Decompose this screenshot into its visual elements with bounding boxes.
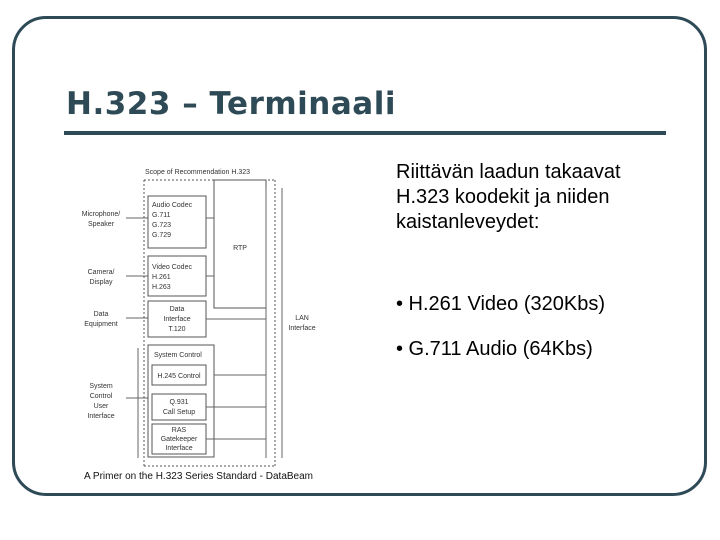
audio-codec-title: Audio Codec [152, 202, 193, 209]
lan-label: Interface [288, 325, 316, 332]
h323-terminal-diagram [70, 158, 330, 470]
video-codec-item: H.263 [152, 284, 171, 291]
lan-label: LAN [295, 315, 309, 322]
q931-box [152, 394, 206, 420]
ras-label: Interface [165, 445, 193, 452]
device-label: Interface [87, 413, 115, 420]
video-codec-item: H.261 [152, 274, 171, 281]
data-interface-label: T.120 [168, 326, 186, 333]
bullet-h261: • H.261 Video (320Kbs) [396, 293, 605, 315]
scope-label: Scope of Recommendation H.323 [145, 169, 251, 176]
data-interface-label: Data [169, 306, 185, 313]
device-label: Display [89, 279, 113, 286]
slide-title: H.323 – Terminaali [66, 86, 396, 122]
video-codec-title: Video Codec [152, 264, 192, 271]
device-labels [82, 211, 121, 420]
bullet-g711: • G.711 Audio (64Kbs) [396, 338, 593, 360]
q931-label: Call Setup [162, 409, 196, 416]
device-label: Equipment [84, 321, 118, 328]
device-label: Control [89, 393, 113, 400]
h245-label: H.245 Control [157, 373, 201, 380]
intro-text: Riittävän laadun takaavat H.323 koodekit ja niiden kaistanleveydet: [396, 161, 621, 233]
title-underline [64, 131, 666, 135]
diagram-caption: A Primer on the H.323 Series Standard - DataBeam [84, 471, 314, 482]
device-label: System [89, 383, 113, 390]
audio-codec-item: G.729 [152, 232, 172, 239]
q931-label: Q.931 [169, 399, 189, 406]
system-control-label: System Control [154, 352, 202, 359]
rtp-label: RTP [233, 245, 247, 252]
device-label: Data [93, 311, 109, 318]
device-label: Speaker [87, 221, 115, 228]
device-label: Camera/ [87, 269, 115, 276]
device-connectors [126, 218, 148, 458]
audio-codec-item: G.711 [152, 212, 171, 219]
device-label: Microphone/ [81, 211, 121, 218]
ras-label: Gatekeeper [160, 436, 198, 443]
rtp-box [214, 180, 266, 308]
ras-label: RAS [171, 427, 187, 434]
device-label: User [93, 403, 109, 410]
audio-codec-item: G.723 [152, 222, 172, 229]
data-interface-label: Interface [163, 316, 191, 323]
